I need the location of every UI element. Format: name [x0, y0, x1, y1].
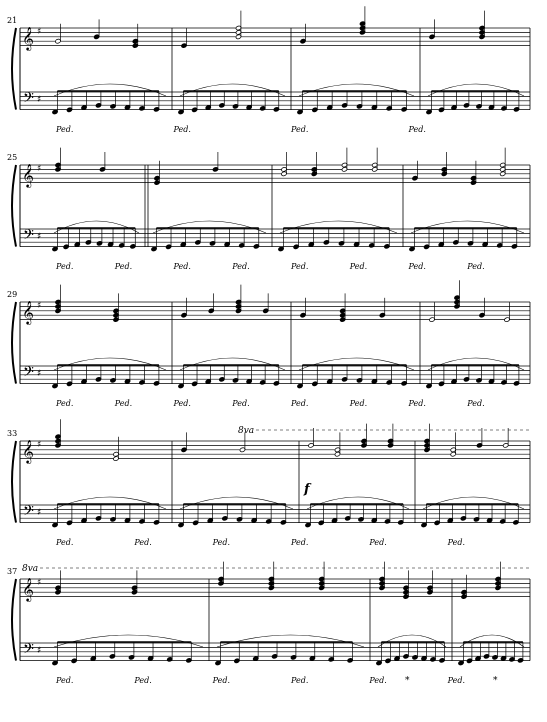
pedal-mark: Ped.	[114, 262, 133, 271]
pedal-mark: Ped.	[212, 538, 231, 547]
slur	[423, 497, 524, 509]
system-21	[7, 6, 530, 134]
ottava-mark: 8va	[22, 564, 39, 574]
system-33	[7, 419, 530, 547]
pedal-mark: Ped.	[408, 125, 426, 134]
pedal-mark: Ped.	[291, 125, 309, 134]
slur	[428, 84, 524, 96]
pedal-mark: Ped.	[56, 125, 74, 134]
slur	[54, 358, 166, 370]
dynamic-forte: f	[304, 482, 310, 497]
bass-clef: 𝄢	[23, 364, 34, 384]
grand-staff-brace	[12, 579, 16, 661]
pedal-mark: Ped.	[369, 538, 387, 547]
treble-clef: 𝄞	[22, 439, 34, 463]
slur	[153, 221, 266, 233]
pedal-mark: Ped.	[467, 399, 485, 408]
slur	[378, 635, 446, 647]
pedal-mark: Ped.	[408, 399, 426, 408]
measure-number: 29	[7, 290, 18, 299]
slur	[180, 497, 293, 509]
pedal-mark: Ped.	[56, 262, 74, 271]
pedal-mark: Ped.	[173, 262, 191, 271]
slur	[411, 221, 524, 233]
pedal-mark: Ped.	[56, 399, 74, 408]
pedal-mark: Ped.	[173, 125, 191, 134]
pedal-mark: Ped.	[408, 262, 426, 271]
slur	[180, 358, 285, 370]
slur	[299, 84, 414, 96]
key-signature-sharp: ♯	[37, 164, 42, 174]
pedal-mark: Ped.	[232, 399, 250, 408]
pedal-mark: Ped.	[173, 399, 191, 408]
key-signature-sharp: ♯	[37, 301, 42, 311]
pedal-release-mark: *	[405, 676, 410, 686]
pedal-mark: Ped.	[447, 676, 466, 685]
key-signature-sharp: ♯	[37, 232, 42, 242]
key-signature-sharp: ♯	[37, 369, 42, 379]
system-37	[7, 562, 530, 686]
bass-clef: 𝄢	[23, 90, 34, 110]
key-signature-sharp: ♯	[37, 646, 42, 656]
key-signature-sharp: ♯	[37, 508, 42, 518]
treble-clef: 𝄞	[22, 577, 34, 601]
treble-clef: 𝄞	[22, 163, 34, 187]
system-25	[7, 148, 530, 271]
slur	[299, 358, 414, 370]
pedal-mark: Ped.	[134, 538, 152, 547]
pedal-mark: Ped.	[349, 399, 368, 408]
grand-staff-brace	[12, 28, 16, 110]
grand-staff-brace	[12, 302, 16, 384]
grand-staff-brace	[12, 165, 16, 247]
bass-clef: 𝄢	[23, 227, 34, 247]
slur	[54, 221, 139, 233]
pedal-mark: Ped.	[56, 676, 74, 685]
treble-clef: 𝄞	[22, 26, 34, 50]
grand-staff-brace	[12, 441, 16, 523]
slur	[428, 358, 524, 370]
key-signature-sharp: ♯	[37, 27, 42, 37]
pedal-mark: Ped.	[349, 262, 368, 271]
pedal-mark: Ped.	[114, 399, 133, 408]
pedal-mark: Ped.	[369, 676, 387, 685]
pedal-mark: Ped.	[447, 538, 466, 547]
pedal-mark: Ped.	[291, 399, 309, 408]
pedal-mark: Ped.	[291, 676, 309, 685]
slur	[180, 84, 285, 96]
slur	[54, 497, 166, 509]
slur	[307, 497, 409, 509]
pedal-mark: Ped.	[232, 262, 250, 271]
measure-number: 25	[7, 153, 18, 162]
key-signature-sharp: ♯	[37, 578, 42, 588]
pedal-mark: Ped.	[291, 262, 309, 271]
measure-number: 33	[7, 429, 18, 438]
ottava-mark: 8va	[238, 426, 255, 436]
pedal-release-mark: *	[493, 676, 498, 686]
slur	[54, 84, 166, 96]
measure-number: 21	[7, 16, 18, 25]
key-signature-sharp: ♯	[37, 95, 42, 105]
bass-clef: 𝄢	[23, 503, 34, 523]
key-signature-sharp: ♯	[37, 440, 42, 450]
pedal-mark: Ped.	[467, 262, 485, 271]
pedal-mark: Ped.	[212, 676, 231, 685]
bass-clef: 𝄢	[23, 641, 34, 661]
measure-number: 37	[7, 567, 18, 576]
pedal-mark: Ped.	[56, 538, 74, 547]
system-29	[7, 280, 530, 408]
pedal-mark: Ped.	[134, 676, 152, 685]
slur	[280, 221, 397, 233]
pedal-mark: Ped.	[291, 538, 309, 547]
treble-clef: 𝄞	[22, 300, 34, 324]
